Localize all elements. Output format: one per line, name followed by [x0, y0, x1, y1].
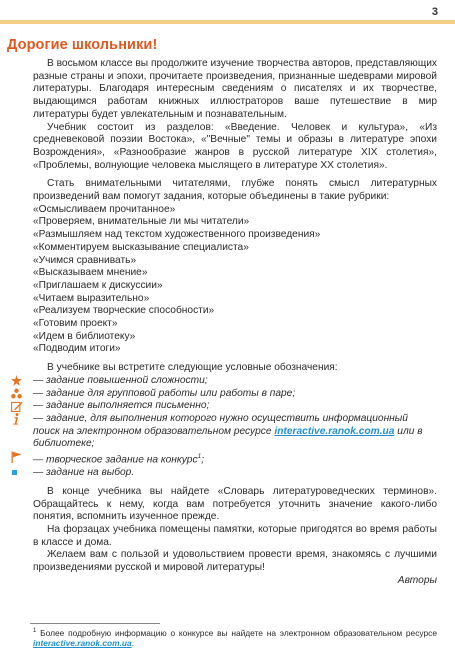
closing-paragraph-2: На форзацах учебника помещены памятки, которые пригодятся во время работы в классе и дома. — [33, 524, 437, 548]
flag-icon — [11, 451, 33, 463]
rubric-item: «Готовим проект» — [33, 318, 118, 330]
legend-text-end: или в библиотеке; — [33, 425, 423, 450]
legend-text: — творческое задание на конкурс — [33, 454, 198, 466]
rubric-item: «Комментируем высказывание специалиста» — [33, 241, 249, 253]
resource-link[interactable]: interactive.ranok.com.ua — [274, 425, 395, 437]
header-rule — [0, 20, 455, 24]
footnote-mark: 1 — [33, 628, 37, 634]
legend-list — [33, 375, 437, 480]
legend-text: — задание на выбор. — [33, 467, 135, 479]
rubric-item: «Идем в библиотеку» — [33, 330, 136, 342]
legend-intro: В учебнике вы встретите следующие условные обозначения: — [47, 362, 338, 374]
page-body — [33, 58, 437, 588]
closing-paragraph-3: Желаем вам с пользой и удовольствием провести время, знакомясь с лучшими произведениями русской и мировой литературы! — [33, 549, 437, 574]
footnote-divider — [30, 623, 160, 624]
footnote-text: Более подробную информацию о конкурсе вы найдете на электронном образовательном ресурсе — [40, 627, 437, 638]
star-icon — [11, 375, 33, 387]
rubric-item: «Читаем выразительно» — [33, 292, 150, 304]
legend-text: — задание для групповой работы или работы в паре; — [33, 387, 296, 399]
legend-item — [33, 467, 437, 480]
legend-text: — задание выполняется письменно; — [33, 400, 210, 412]
info-icon — [11, 413, 33, 425]
footnote-marker: 1 — [197, 453, 202, 461]
pencil-note-icon — [11, 400, 33, 412]
rubric-item: «Высказываем мнение» — [33, 267, 148, 279]
legend-item — [33, 413, 437, 451]
rubric-item: «Осмысливаем прочитанное» — [33, 203, 176, 215]
rubric-item: «Размышляем над текстом художественного произведения» — [33, 229, 321, 241]
rubric-list — [33, 204, 437, 356]
page-number: 3 — [431, 6, 438, 18]
legend-item — [33, 400, 437, 413]
legend-item — [33, 375, 437, 388]
intro-paragraph-2: Учебник состоит из разделов: «Введение. Человек и культура», «Из средневековой поэзии Востока», «"Вечные" темы и образы в литературе эпохи Возрождения», «Разнообразие жанров в русской литературе XIX столетия», «Проблемы, волнующие человека мыслящего в литературе XX столетия». — [33, 121, 437, 171]
legend-text: — задание повышенной сложности; — [33, 374, 208, 386]
closing-paragraph-1: В конце учебника вы найдете «Словарь литературоведческих терминов». Обращайтесь к нему, когда вам потребуется уточнить значение какого-либо понятия, вспомнить изученное прежде. — [33, 485, 437, 523]
footnote-link[interactable]: interactive.ranok.com.ua — [33, 638, 132, 649]
square-bullet-icon — [11, 467, 33, 479]
rubric-item: «Подводим итоги» — [33, 343, 121, 355]
rubric-item: «Проверяем, внимательные ли мы читатели» — [33, 216, 250, 228]
group-icon — [11, 388, 33, 400]
signature: Авторы — [397, 574, 437, 586]
legend-text: — задание, для выполнения которого нужно осуществить информационный поиск на электронном образовательном ресурсе — [33, 412, 408, 437]
intro-paragraph-3: Стать внимательными читателями, глубже понять смысл литературных произведений вам помогут задания, которые объединены в такие рубрики: — [33, 178, 437, 203]
rubric-item: «Приглашаем к дискуссии» — [33, 279, 163, 291]
footnote: $^1$ Более подробную информацию о конкурсе вы найдете на электронном образовательном ресурсе interactive.ranok.com.ua. — [33, 627, 437, 649]
legend-item — [33, 388, 437, 401]
page-heading: Дорогие школьники! — [7, 37, 158, 53]
legend-item: — творческое задание на конкурс$^1$; — [33, 451, 437, 467]
rubric-item: «Реализуем творческие способности» — [33, 305, 215, 317]
rubric-item: «Учимся сравнивать» — [33, 254, 137, 266]
intro-paragraph-1: В восьмом классе вы продолжите изучение творчества авторов, представляющих разные страны и эпохи, прочитаете произведения, признанные шедеврами мировой литературы. Благодаря интересным сведениям о писателях и их творчестве, выдающимся работам книжных иллюстраторов ваше путешествие в мир литературы будет увлекательным и познавательным. — [33, 58, 437, 120]
